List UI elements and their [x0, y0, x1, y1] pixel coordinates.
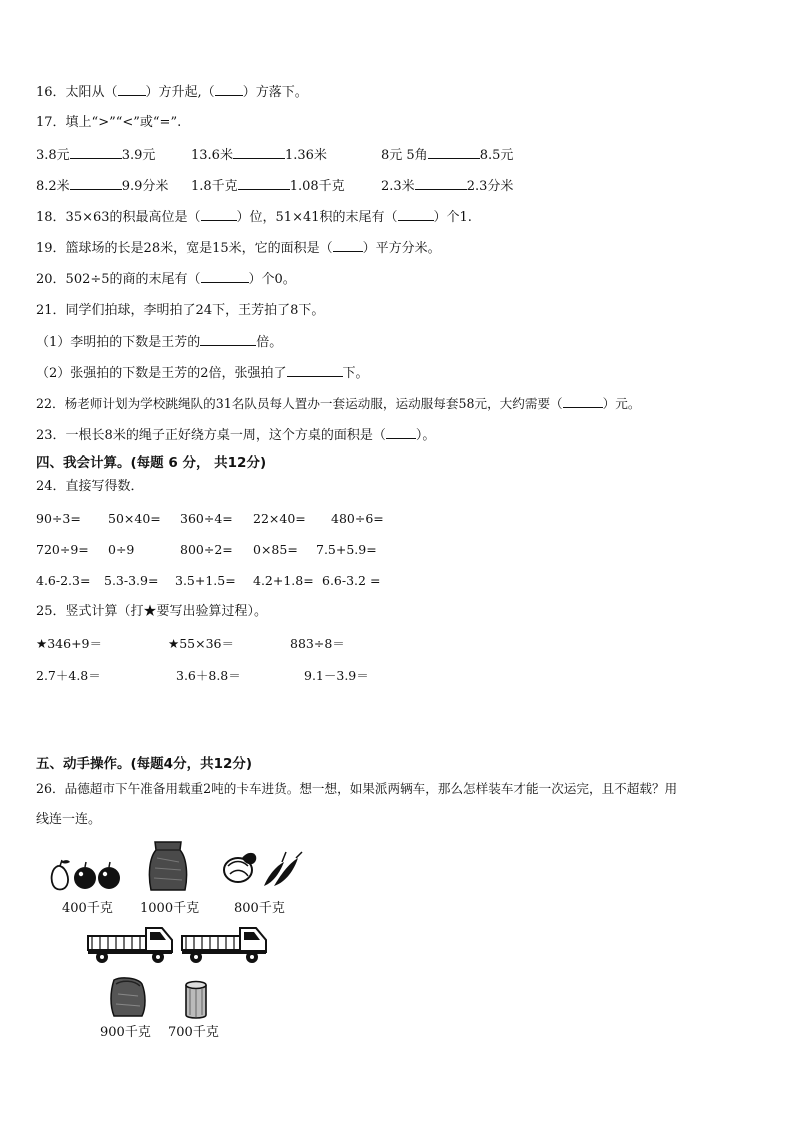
vertical-calc-item: 9.1－3.9＝	[304, 668, 369, 683]
answer-blank[interactable]	[201, 270, 249, 283]
sack-icon	[147, 840, 189, 892]
answer-blank[interactable]	[201, 208, 237, 221]
question-19: 19．篮球场的长是28米，宽是15米，它的面积是（ ）平方分米。	[36, 241, 441, 256]
calc-item: 4.6-2.3=	[36, 573, 91, 588]
calc-item: 5.3-3.9=	[104, 573, 159, 588]
calc-item: 480÷6=	[331, 511, 384, 526]
answer-blank[interactable]	[287, 364, 343, 377]
calc-item: 0÷9	[108, 542, 135, 557]
calc-item: 800÷2=	[180, 542, 233, 557]
weight-label: 700千克	[168, 1025, 219, 1040]
vertical-calc-item: ★346+9＝	[36, 636, 102, 651]
section-4-heading: 四、我会计算。(每题 6 分， 共12分)	[36, 455, 267, 471]
calc-item: 22×40=	[253, 511, 306, 526]
answer-blank[interactable]	[70, 146, 122, 159]
truck-icon	[86, 922, 176, 964]
calc-item: 6.6-3.2 =	[322, 573, 381, 588]
vertical-calc-item: 2.7＋4.8＝	[36, 668, 101, 683]
question-25: 25．竖式计算（打★要写出验算过程）。	[36, 604, 268, 619]
question-26-line-2: 线连一连。	[36, 812, 102, 827]
question-16: 16．太阳从（ ）方升起,（ ）方落下。	[36, 85, 308, 100]
answer-blank[interactable]	[428, 146, 480, 159]
answer-blank[interactable]	[415, 177, 467, 190]
calc-item: 360÷4=	[180, 511, 233, 526]
question-20: 20．502÷5的商的末尾有（ ）个0。	[36, 272, 296, 287]
answer-blank[interactable]	[398, 208, 434, 221]
question-24: 24．直接写得数．	[36, 479, 144, 494]
answer-blank[interactable]	[563, 395, 603, 408]
compare-item: 13.6米 1.36米	[191, 148, 327, 163]
question-23: 23．一根长8米的绳子正好绕方桌一周，这个方桌的面积是（ ）。	[36, 428, 436, 443]
answer-blank[interactable]	[70, 177, 122, 190]
calc-item: 50×40=	[108, 511, 161, 526]
question-26-line-1: 26．品德超市下午准备用载重2吨的卡车进货。想一想，如果派两辆车，那么怎样装车才能一次运完，且不超载？用	[36, 781, 678, 796]
answer-blank[interactable]	[333, 239, 363, 252]
question-21: 21．同学们拍球，李明拍了24下，王芳拍了8下。	[36, 303, 325, 318]
calc-item: 4.2+1.8=	[253, 573, 314, 588]
vertical-calc-item: ★55×36＝	[168, 636, 234, 651]
vertical-calc-item: 883÷8＝	[290, 636, 345, 651]
barrel-icon	[182, 980, 210, 1020]
answer-blank[interactable]	[233, 146, 285, 159]
truck-icon	[180, 922, 270, 964]
question-18: 18．35×63的积最高位是（ ）位，51×41积的末尾有（ ）个1.	[36, 210, 472, 225]
bag-icon	[108, 976, 148, 1018]
weight-label: 900千克	[100, 1025, 151, 1040]
compare-item: 2.3米 2.3分米	[381, 179, 514, 194]
calc-item: 720÷9=	[36, 542, 89, 557]
answer-blank[interactable]	[386, 426, 416, 439]
weight-label: 1000千克	[140, 901, 200, 916]
answer-blank[interactable]	[215, 83, 243, 96]
question-17: 17．填上“>”“<”或“=”.	[36, 115, 182, 130]
question-21-part-2: （2）张强拍的下数是王芳的2倍，张强拍了 下。	[36, 366, 369, 381]
calc-item: 90÷3=	[36, 511, 81, 526]
compare-item: 3.8元 3.9元	[36, 148, 156, 163]
weight-label: 800千克	[234, 901, 285, 916]
question-22: 22．杨老师计划为学校跳绳队的31名队员每人置办一套运动服，运动服每套58元，大约需要（ ）元。	[36, 396, 641, 411]
fruit-icon	[48, 858, 123, 892]
compare-item: 1.8千克 1.08千克	[191, 179, 345, 194]
compare-item: 8元 5角 8.5元	[381, 148, 514, 163]
vegetable-icon	[220, 848, 306, 890]
weight-label: 400千克	[62, 901, 113, 916]
answer-blank[interactable]	[118, 83, 146, 96]
calc-item: 3.5+1.5=	[175, 573, 236, 588]
section-5-heading: 五、动手操作。(每题4分，共12分)	[36, 756, 253, 772]
answer-blank[interactable]	[200, 333, 256, 346]
calc-item: 0×85=	[253, 542, 298, 557]
calc-item: 7.5+5.9=	[316, 542, 377, 557]
answer-blank[interactable]	[238, 177, 290, 190]
question-21-part-1: （1）李明拍的下数是王芳的 倍。	[36, 335, 283, 350]
compare-item: 8.2米 9.9分米	[36, 179, 169, 194]
vertical-calc-item: 3.6＋8.8＝	[176, 668, 241, 683]
